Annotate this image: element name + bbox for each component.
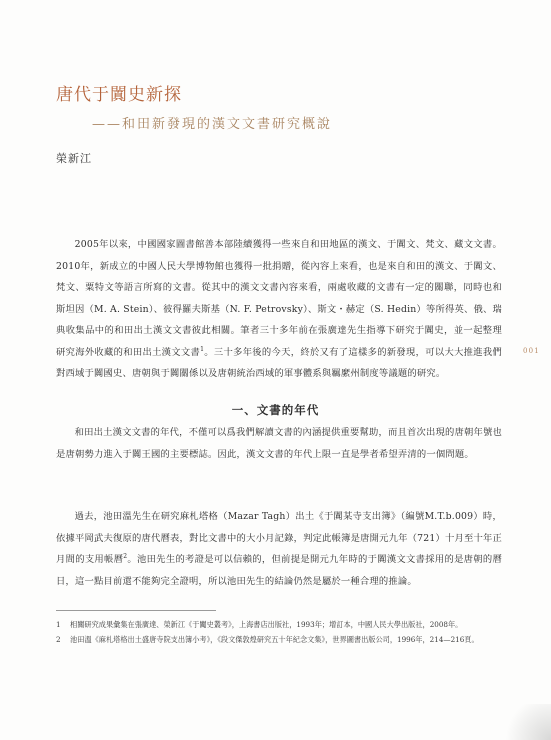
footnotes bbox=[56, 619, 502, 649]
page-corner-shadow bbox=[491, 704, 551, 740]
footnote-item bbox=[56, 634, 502, 646]
footnote-ref-2[interactable]: 2 bbox=[123, 552, 128, 560]
section-paragraph-2 bbox=[56, 506, 502, 592]
section-paragraph-2-text-end: 。池田先生的考證是可以信賴的，但前提是開元九年時的于闐漢文文書採用的是唐朝的曆日，這一點目前還不能夠完全證明，所以池田先生的結論仍然是屬於一種合理的推論。 bbox=[56, 554, 502, 587]
section-paragraph-1 bbox=[56, 422, 502, 465]
article-subtitle: ——和田新發現的漢文文書研究概說 bbox=[92, 117, 333, 132]
footnote-item bbox=[56, 619, 502, 631]
intro-paragraph-body bbox=[56, 234, 502, 385]
footnote-number: 1 bbox=[56, 620, 61, 629]
footnote-ref-1[interactable]: 1 bbox=[200, 345, 205, 353]
footnote-number: 2 bbox=[56, 635, 61, 644]
intro-paragraph-text: 2005年以來，中國國家圖書館善本部陸續獲得一些來自和田地區的漢文、于闐文、梵文、藏文文書。2010年，新成立的中國人民大學博物館也獲得一批捐贈，從內容上來看，也是來自和田的漢文、于闐文、梵文、粟特文等語言所寫的文書。從其中的漢文文書內容來看，兩處收藏的文書有一定的關聯，同時也和斯坦因（M. A. Stein）、彼得羅夫斯基（N. F. Petrovsky）、斯文・赫定（S. Hedin）等所得英、俄、瑞典收集品中的和田出土漢文文書彼此相關。筆者三十多年前在張廣達先生指導下研究于闐史，並一起整理研究海外收藏的和田出土漢文文書 bbox=[56, 239, 502, 358]
author-name: 榮新江 bbox=[56, 152, 92, 165]
section-paragraph-2-body bbox=[56, 506, 502, 592]
section-paragraph-1-text: 和田出土漢文文書的年代，不僅可以爲我們解讀文書的內涵提供重要幫助，而且首次出現的唐朝年號也是唐朝勢力進入于闐王國的主要標誌。因此，漢文文書的年代上限一直是學者希望弄清的一個問題。 bbox=[56, 427, 502, 460]
footnote-divider bbox=[56, 610, 216, 611]
section-heading: 一、文書的年代 bbox=[231, 403, 320, 417]
intro-paragraph bbox=[56, 234, 502, 385]
article-title: 唐代于闐史新探 bbox=[56, 85, 182, 105]
intro-paragraph-text-end: 。三十多年後的今天，終於又有了這樣多的新發現，可以大大推進我們對西域于闐國史、唐朝與于闐關係以及唐朝統治西域的軍事體系與羈縻州制度等議題的研究。 bbox=[56, 346, 502, 379]
footnote-text: 池田溫《麻札塔格出土盛唐寺院支出簿小考》，《段文傑敦煌研究五十年紀念文集》，世界圖書出版公司，1996年，214—216頁。 bbox=[70, 635, 479, 644]
section-paragraph-2-text: 過去，池田溫先生在研究麻札塔格（Mazar Tagh）出土《于闐某寺支出簿》（編號M.T.b.009）時，依據平岡武夫復原的唐代曆表，對比文書中的大小月記錄，判定此帳簿是唐開元九年（721）十月至十年正月間的支用帳曆 bbox=[56, 511, 502, 565]
footnote-text: 相關研究成果彙集在張廣達、榮新江《于闐史叢考》，上海書店出版社，1993年；增訂本，中國人民大學出版社，2008年。 bbox=[70, 620, 463, 629]
page-number: 001 bbox=[523, 347, 540, 355]
